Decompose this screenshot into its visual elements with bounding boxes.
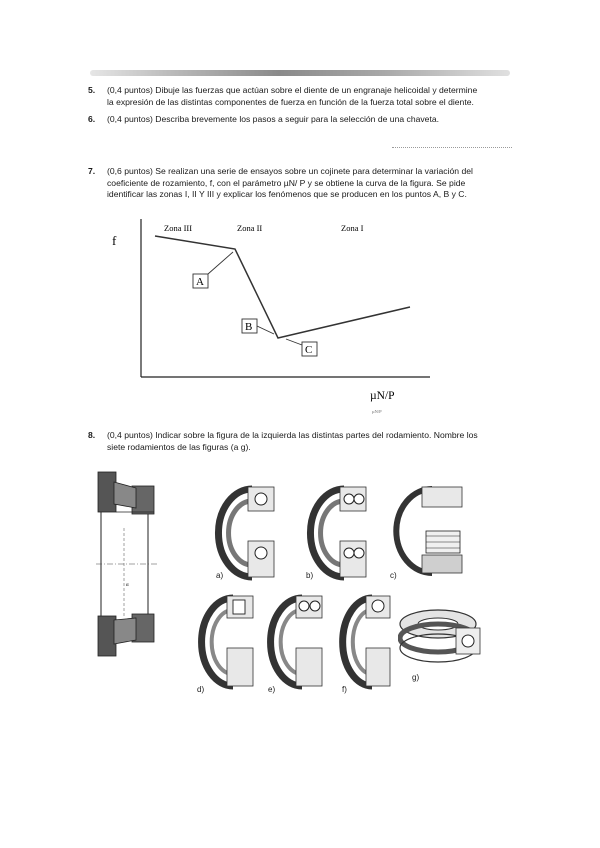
bearing-g-drawing bbox=[398, 604, 484, 668]
outer-ring-bottom bbox=[98, 616, 116, 656]
point-c-arrow bbox=[286, 339, 302, 345]
bearing-b-label: b) bbox=[306, 571, 314, 580]
bearing-f-label: f) bbox=[342, 685, 347, 694]
tapered-bearing-section bbox=[96, 468, 158, 660]
bearing-b-drawing bbox=[304, 483, 372, 583]
question-number: 6. bbox=[88, 114, 96, 124]
point-a-label: A bbox=[196, 276, 204, 288]
question-text: (0,6 puntos) Se realizan una serie de ensayos sobre un cojinete para determinar la variación del coeficiente de rozamiento, f, con el parámetro µN/ P y se obtiene la curva de la figura. Se pide identificar las zonas I, II Y III y explicar los fenómenos que se producen en los puntos A, B y C. bbox=[107, 166, 473, 199]
x-axis-caption: µN/P bbox=[372, 409, 382, 414]
question-text: (0,4 puntos) Indicar sobre la figura de la izquierda las distintas partes del rodamiento. Nombre los siete rodamientos de las figuras (a g). bbox=[107, 430, 478, 452]
bearing-d-label: d) bbox=[197, 685, 205, 694]
svg-text:α: α bbox=[126, 583, 129, 588]
bearing-c-drawing bbox=[392, 483, 472, 583]
bearing-e-label: e) bbox=[268, 685, 276, 694]
y-axis-label: f bbox=[112, 233, 117, 248]
zone-label: Zona II bbox=[237, 223, 263, 233]
bearing-e-drawing bbox=[264, 592, 326, 692]
point-b-arrow bbox=[257, 326, 274, 334]
header-rule bbox=[90, 70, 510, 76]
x-axis-label: µN/P bbox=[370, 390, 395, 402]
outer-ring-top bbox=[98, 472, 116, 512]
bearing-d-drawing bbox=[195, 592, 257, 692]
bearing-a-drawing bbox=[212, 483, 280, 583]
point-b-label: B bbox=[245, 321, 253, 333]
bearing-c-label: c) bbox=[390, 571, 397, 580]
zone-label: Zona III bbox=[164, 223, 193, 233]
bearing-g-label: g) bbox=[412, 673, 420, 682]
question-text: (0,4 puntos) Describa brevemente los pasos a seguir para la selección de una chaveta. bbox=[107, 114, 440, 124]
bearing-f-drawing bbox=[336, 592, 396, 692]
roller-bottom bbox=[114, 618, 136, 644]
question-text: (0,4 puntos) Dibuje las fuerzas que actúan sobre el diente de un engranaje helicoidal y determine la expresión de las distintas componentes de fuerza en función de la fuerza total sobre el diente. bbox=[107, 85, 478, 107]
question-number: 5. bbox=[88, 85, 96, 95]
divider bbox=[392, 147, 512, 148]
bearing-a-label: a) bbox=[216, 571, 224, 580]
friction-curve-figure bbox=[100, 212, 440, 422]
point-c-label: C bbox=[305, 344, 313, 356]
point-a-arrow bbox=[208, 252, 233, 274]
question-number: 7. bbox=[88, 166, 96, 176]
question-number: 8. bbox=[88, 430, 96, 440]
zone-label: Zona I bbox=[341, 223, 364, 233]
